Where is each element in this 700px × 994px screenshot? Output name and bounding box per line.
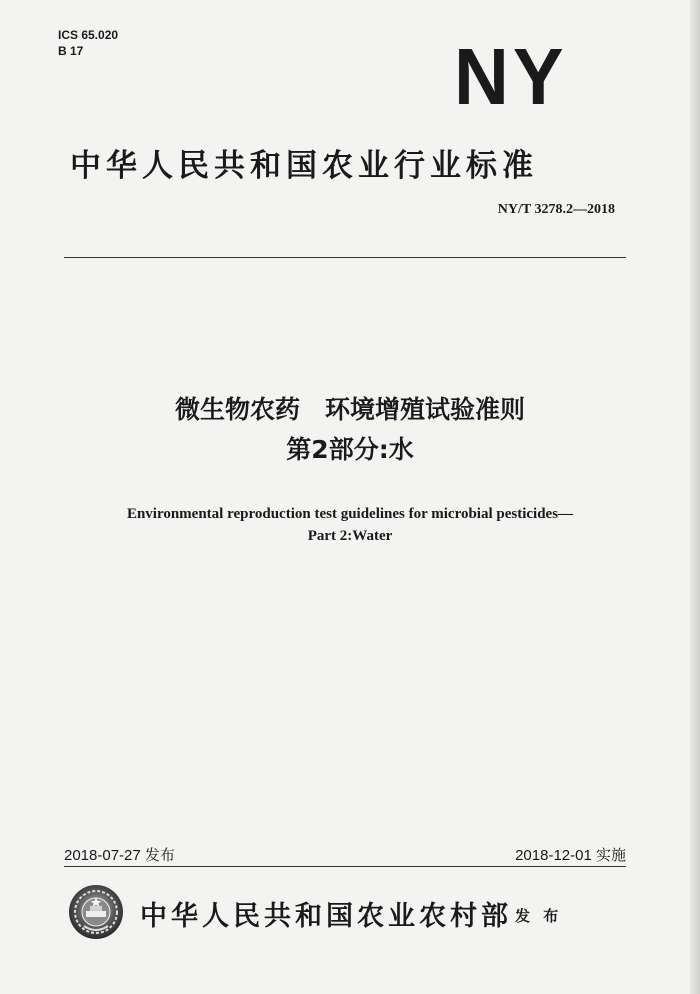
english-title-line-1: Environmental reproduction test guidelines for microbial pesticides—: [126, 506, 574, 522]
scan-edge: [690, 0, 700, 994]
issue-date: 2018-07-27 发布: [64, 847, 175, 864]
bottom-divider: [64, 866, 626, 867]
issue-label: 发 布: [515, 907, 563, 925]
national-emblem-icon: [68, 884, 124, 940]
classification-codes: [58, 27, 118, 59]
issuing-authority: 中华人民共和国农业农村部: [140, 901, 512, 932]
chinese-title-line-2: 第2部分:水: [286, 435, 414, 464]
ny-logo: NY: [454, 32, 568, 122]
english-title-line-2: Part 2:Water: [307, 528, 393, 544]
english-title: [0, 503, 700, 547]
ics-code: ICS 65.020: [58, 28, 119, 42]
ccs-code: B 17: [58, 44, 84, 58]
implementation-date: 2018-12-01 实施: [515, 847, 626, 864]
standard-type-title: 中华人民共和国农业行业标准: [70, 148, 538, 184]
standard-number: NY/T 3278.2—2018: [497, 202, 615, 217]
chinese-title: [0, 390, 700, 470]
top-divider: [64, 257, 626, 258]
chinese-title-line-1: 微生物农药 环境增殖试验准则: [174, 395, 525, 424]
